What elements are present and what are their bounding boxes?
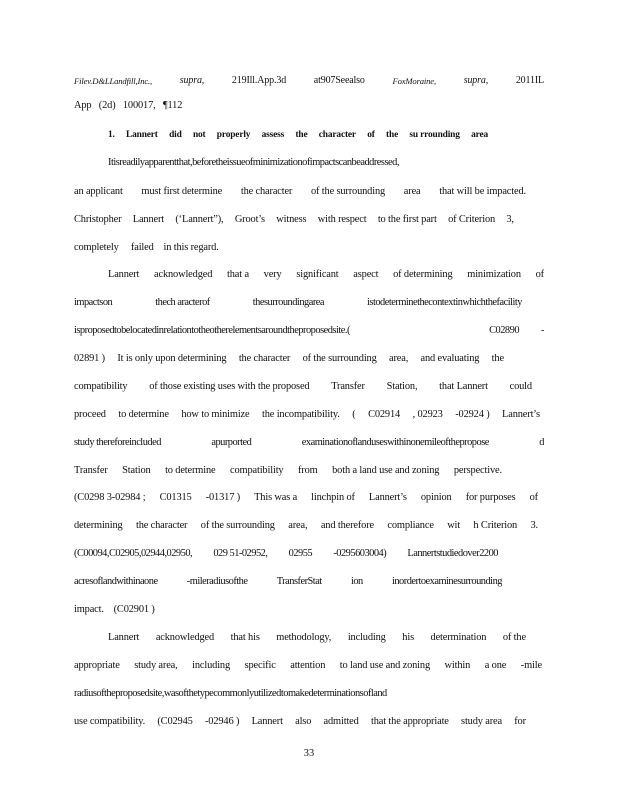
heading-word: the bbox=[295, 130, 308, 140]
text-segment: TransferStat bbox=[276, 576, 322, 587]
text-segment: determination bbox=[430, 632, 487, 643]
text-segment: area bbox=[403, 186, 421, 197]
text-segment: Lannert bbox=[108, 632, 140, 643]
text-segment: apurported bbox=[211, 437, 252, 448]
text-line bbox=[74, 462, 502, 480]
text-segment: d bbox=[539, 437, 544, 448]
text-segment: Lannert’s bbox=[368, 492, 407, 503]
record-cite: -02924 ) bbox=[455, 409, 490, 420]
text-line bbox=[108, 154, 428, 172]
text-segment: perspective. bbox=[453, 465, 502, 476]
text-segment: including bbox=[347, 632, 386, 643]
text-segment: methodology, bbox=[276, 632, 332, 643]
record-cite: (C02901 ) bbox=[113, 604, 155, 615]
text-segment: the character bbox=[135, 520, 188, 531]
heading-word: Lannert bbox=[126, 130, 158, 140]
text-segment: study thereforeincluded bbox=[74, 437, 161, 448]
text-segment: of bbox=[529, 492, 538, 503]
citation-reporter: 219Ill.App.3d bbox=[231, 75, 287, 86]
text-segment: a one bbox=[484, 660, 507, 671]
heading-word: of bbox=[367, 130, 375, 140]
text-segment: App bbox=[74, 100, 92, 111]
text-segment: Christopher bbox=[74, 214, 122, 225]
text-line bbox=[74, 97, 194, 115]
record-cite: -02946 ) bbox=[204, 716, 240, 727]
text-segment: to land use and zoning bbox=[339, 660, 430, 671]
text-segment: Station, bbox=[386, 381, 418, 392]
text-line bbox=[74, 350, 504, 368]
record-cite: -0295603004) bbox=[333, 548, 387, 559]
text-segment: area, bbox=[389, 353, 409, 364]
text-segment: very bbox=[263, 269, 282, 280]
text-segment: completely bbox=[74, 242, 119, 253]
text-line bbox=[74, 211, 514, 229]
text-segment: acresoflandwithinaone bbox=[74, 576, 158, 587]
text-segment: 3, bbox=[506, 214, 514, 225]
heading-word: properly bbox=[216, 130, 251, 140]
text-segment: in this regard. bbox=[163, 242, 219, 253]
text-line bbox=[74, 322, 544, 340]
text-line bbox=[108, 629, 526, 647]
text-segment: with respect bbox=[317, 214, 367, 225]
text-segment: of the surrounding bbox=[200, 520, 275, 531]
text-segment: and evaluating bbox=[420, 353, 480, 364]
heading-word: character bbox=[318, 130, 356, 140]
heading-number: 1. bbox=[108, 130, 115, 140]
text-segment: examinationoflanduseswithinonemileofthepropose bbox=[301, 437, 489, 448]
text-segment: to the first part bbox=[377, 214, 437, 225]
text-segment: impact. bbox=[74, 604, 104, 615]
text-segment: ¶112 bbox=[162, 100, 183, 111]
text-segment: study area, bbox=[134, 660, 178, 671]
text-segment: to determine bbox=[165, 465, 216, 476]
text-segment: aspect bbox=[353, 269, 379, 280]
text-segment: h Criterion bbox=[473, 520, 518, 531]
text-segment: failed bbox=[130, 242, 154, 253]
text-segment: for bbox=[514, 716, 526, 727]
record-cite: (C00094,C02905,02944,02950, bbox=[74, 548, 193, 559]
text-segment: -mileradiusofthe bbox=[186, 576, 248, 587]
text-segment: impactson bbox=[74, 297, 113, 308]
section-heading bbox=[108, 126, 488, 144]
citation-reporter: 2011IL bbox=[515, 75, 544, 86]
text-segment: Itisreadilyapparentthat,beforetheissueofminimizationofimpactscanbeaddressed, bbox=[108, 157, 399, 168]
text-segment: acknowledged bbox=[155, 632, 215, 643]
text-segment: radiusoftheproposedsite,wasofthetypecommonlyutilizedtomakedeterminationsofland bbox=[74, 688, 387, 699]
text-segment: from bbox=[298, 465, 318, 476]
text-segment: -mile bbox=[520, 660, 542, 671]
heading-word: assess bbox=[261, 130, 285, 140]
text-line bbox=[74, 183, 526, 201]
citation-supra: supra, bbox=[179, 75, 205, 86]
text-segment: area, bbox=[288, 520, 308, 531]
text-segment: must first determine bbox=[141, 186, 223, 197]
record-cite: (C02945 bbox=[157, 716, 193, 727]
text-segment: the bbox=[491, 353, 504, 364]
text-segment: of the surrounding bbox=[310, 186, 386, 197]
text-segment: of the surrounding bbox=[302, 353, 377, 364]
text-segment: study area bbox=[461, 716, 502, 727]
text-segment: inordertoexaminesurrounding bbox=[391, 576, 502, 587]
text-segment: that will be impacted. bbox=[439, 186, 526, 197]
text-segment: that his bbox=[230, 632, 260, 643]
case-citation: Filev.D&LLandfill,Inc., bbox=[74, 76, 153, 86]
text-segment: admitted bbox=[323, 716, 359, 727]
text-line bbox=[74, 573, 502, 591]
heading-word: area bbox=[471, 130, 488, 140]
text-segment: (‘Lannert”), bbox=[175, 214, 224, 225]
page-number: 33 bbox=[303, 748, 315, 759]
text-segment: that a bbox=[227, 269, 249, 280]
text-segment: his bbox=[402, 632, 414, 643]
text-segment: compatibility bbox=[74, 381, 128, 392]
text-segment: of those existing uses with the proposed bbox=[149, 381, 310, 392]
text-segment: both a land use and zoning bbox=[332, 465, 440, 476]
record-cite: , 02923 bbox=[412, 409, 443, 420]
text-segment: Transfer bbox=[74, 465, 108, 476]
heading-word: the bbox=[386, 130, 399, 140]
text-segment: Transfer bbox=[331, 381, 365, 392]
text-line bbox=[74, 406, 540, 424]
case-citation: FoxMoraine, bbox=[392, 76, 436, 86]
text-segment: of Criterion bbox=[448, 214, 496, 225]
record-cite: C01315 bbox=[159, 492, 192, 503]
text-segment: compatibility bbox=[230, 465, 284, 476]
text-segment: - bbox=[541, 325, 544, 336]
text-segment: the character bbox=[240, 186, 293, 197]
text-segment: 3. bbox=[530, 520, 538, 531]
text-segment: use compatibility. bbox=[74, 716, 146, 727]
text-segment: Lannert’s bbox=[502, 409, 540, 420]
text-segment: within bbox=[444, 660, 471, 671]
text-segment: to determine bbox=[118, 409, 169, 420]
text-segment: It is only upon determining bbox=[117, 353, 227, 364]
text-line bbox=[74, 489, 538, 507]
text-line bbox=[74, 239, 544, 257]
record-cite: C02890 bbox=[489, 325, 520, 336]
heading-word: did bbox=[169, 130, 182, 140]
text-segment: witness bbox=[276, 214, 307, 225]
heading-word: su rrounding bbox=[409, 130, 460, 140]
text-segment: Lannert bbox=[132, 214, 165, 225]
text-segment: also bbox=[295, 716, 312, 727]
text-line bbox=[74, 378, 532, 396]
text-segment: ( bbox=[352, 409, 356, 420]
text-segment: Lannert bbox=[108, 269, 140, 280]
text-segment: of the bbox=[502, 632, 526, 643]
text-segment: thesurroundingarea bbox=[252, 297, 325, 308]
text-line bbox=[74, 657, 542, 675]
text-line bbox=[74, 601, 544, 619]
text-segment: of bbox=[535, 269, 544, 280]
text-segment: wit bbox=[447, 520, 461, 531]
text-segment: the character bbox=[238, 353, 291, 364]
text-segment: Lannertstudiedover2200 bbox=[407, 548, 498, 559]
text-segment: Groot’s bbox=[234, 214, 265, 225]
text-segment: that the appropriate bbox=[370, 716, 449, 727]
text-segment: including bbox=[192, 660, 231, 671]
text-segment: specific bbox=[244, 660, 276, 671]
text-line bbox=[108, 266, 544, 284]
text-segment: (2d) bbox=[98, 100, 116, 111]
record-cite: (C0298 3-02984 ; bbox=[74, 492, 146, 503]
text-segment: linchpin of bbox=[311, 492, 355, 503]
heading-word: not bbox=[192, 130, 206, 140]
text-segment: opinion bbox=[420, 492, 452, 503]
text-segment: acknowledged bbox=[154, 269, 213, 280]
text-segment: and therefore bbox=[320, 520, 374, 531]
text-segment: proceed bbox=[74, 409, 106, 420]
text-segment: Station bbox=[122, 465, 151, 476]
text-segment: thech aracterof bbox=[155, 297, 210, 308]
text-segment: ion bbox=[350, 576, 363, 587]
citation-pin: at907Seealso bbox=[313, 75, 365, 86]
text-segment: an applicant bbox=[74, 186, 123, 197]
text-segment: how to minimize bbox=[181, 409, 250, 420]
text-segment: significant bbox=[296, 269, 339, 280]
text-segment: could bbox=[509, 381, 532, 392]
text-line bbox=[74, 545, 498, 563]
record-cite: 029 51-02952, bbox=[213, 548, 268, 559]
record-cite: -01317 ) bbox=[205, 492, 240, 503]
text-segment: of determining bbox=[393, 269, 453, 280]
text-line bbox=[74, 434, 544, 452]
text-segment: for purposes bbox=[465, 492, 516, 503]
text-segment: This was a bbox=[254, 492, 298, 503]
text-segment: Lannert bbox=[251, 716, 283, 727]
text-segment: istodeterminethecontextinwhichthefacility bbox=[367, 297, 522, 308]
text-segment: compliance bbox=[387, 520, 434, 531]
text-segment: isproposedtobelocatedinrelationtotheotherelementsaroundtheproposedsite.( bbox=[74, 325, 350, 336]
text-segment: appropriate bbox=[74, 660, 120, 671]
text-line bbox=[74, 517, 538, 535]
text-line bbox=[74, 294, 522, 312]
text-line bbox=[74, 713, 526, 731]
text-segment: determining bbox=[74, 520, 123, 531]
text-segment: attention bbox=[290, 660, 326, 671]
text-line bbox=[74, 72, 544, 90]
citation-supra: supra, bbox=[463, 75, 489, 86]
text-segment: 100017, bbox=[122, 100, 156, 111]
record-cite: C02914 bbox=[368, 409, 401, 420]
text-segment: that Lannert bbox=[439, 381, 488, 392]
text-segment: the incompatibility. bbox=[262, 409, 340, 420]
text-segment: minimization bbox=[467, 269, 521, 280]
record-cite: 02955 bbox=[288, 548, 313, 559]
record-cite: 02891 ) bbox=[74, 353, 105, 364]
text-line bbox=[74, 685, 544, 703]
